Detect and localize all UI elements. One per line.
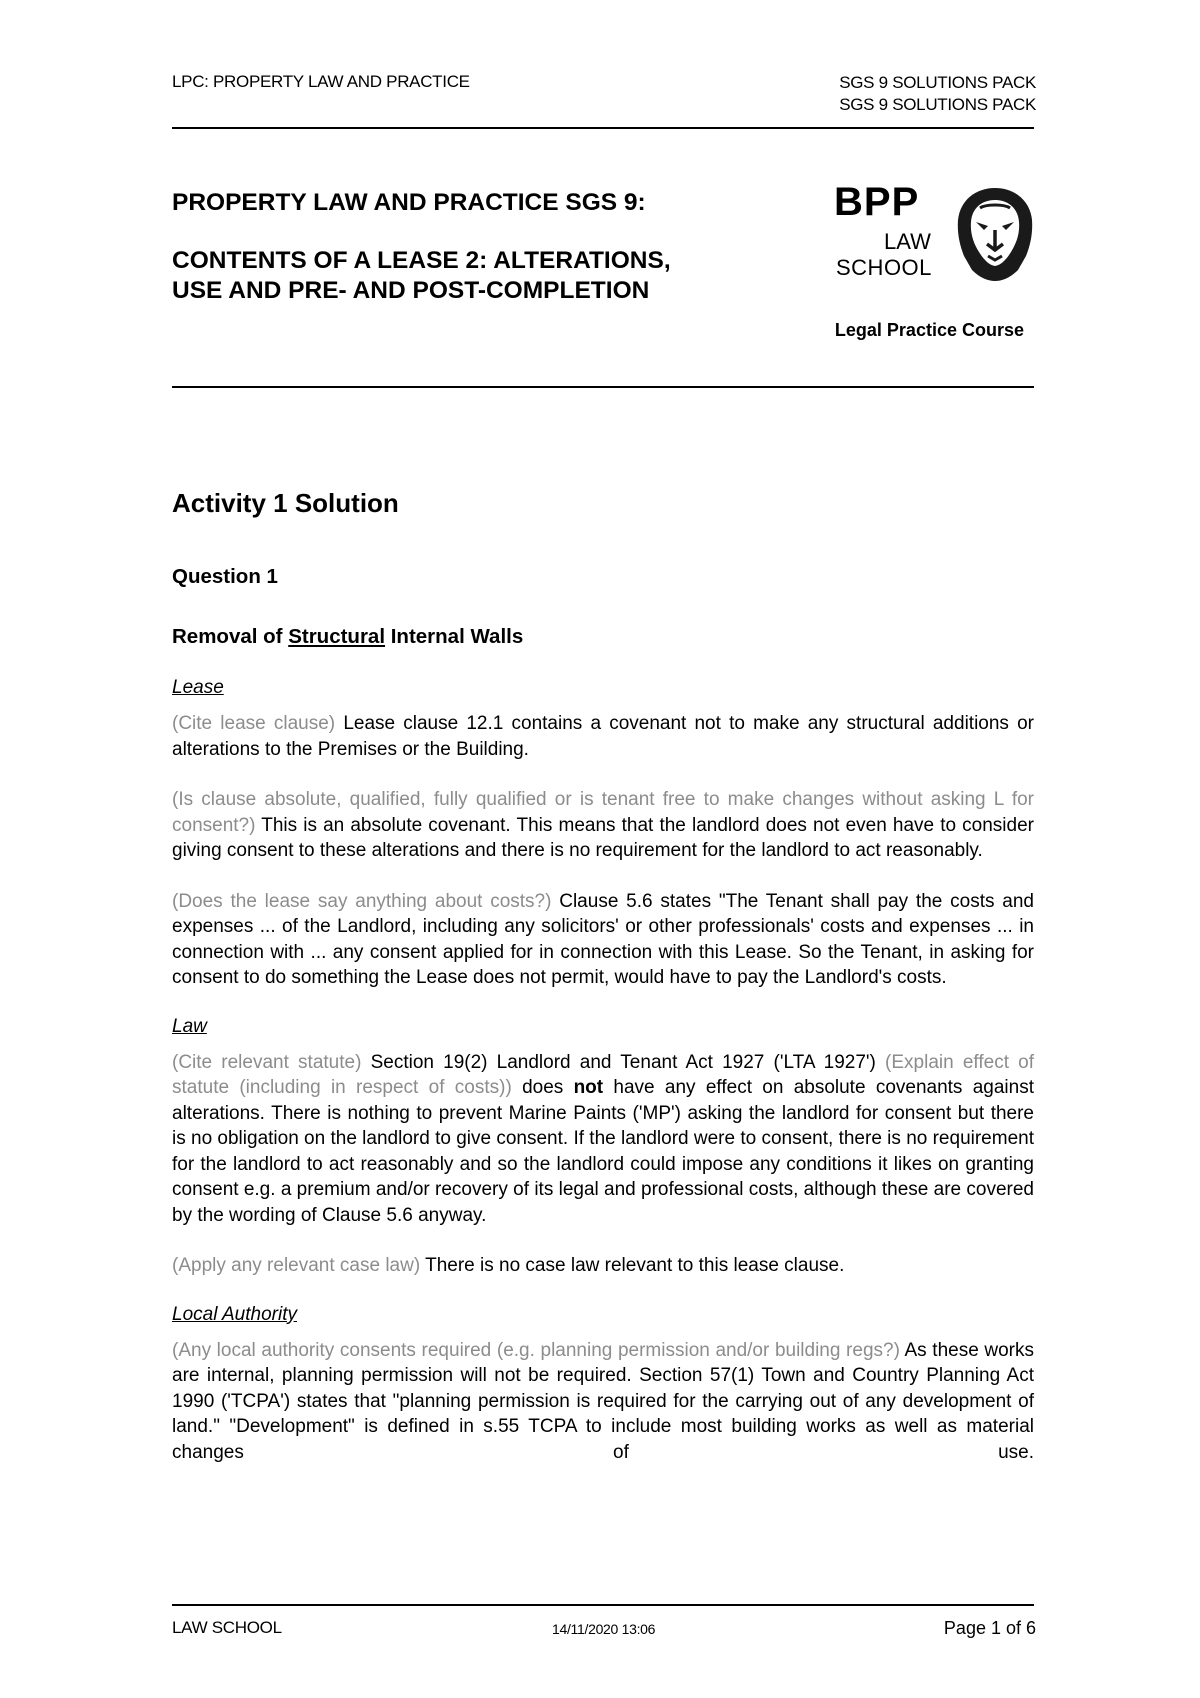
- logo-law-text: LAW: [884, 229, 931, 254]
- answer-text: Clause 5.6 states "The Tenant shall pay the costs and expenses ... of the Landlord, including any solicitors' or other professionals' costs and expenses ... in connection with ... any consent applied for in connection with this Lease. So the Tenant, in asking for consent to do something the Lease does not permit, would have to pay the Landlord's costs.: [172, 890, 1034, 988]
- footer-divider: [172, 1604, 1034, 1606]
- prompt-text: (Explain effect of statute (including in respect of costs)): [172, 1051, 1034, 1098]
- title-line-1: PROPERTY LAW AND PRACTICE SGS 9:: [172, 189, 646, 216]
- answer-text: Lease clause 12.1 contains a covenant not to make any structural additions or alterations to the Premises or the Building.: [172, 713, 1034, 760]
- local-authority-paragraph-1: [172, 1338, 1034, 1466]
- logo-course-label: Legal Practice Course: [834, 320, 1024, 340]
- activity-heading: Activity 1 Solution: [172, 488, 399, 518]
- question-heading: Question 1: [172, 565, 278, 588]
- answer-text: have any effect on absolute covenants against alterations. There is nothing to prevent Marine Paints ('MP') asking the landlord for consent but there is no obligation on the landlord to give consent. If the landlord were to consent, there is no requirement for the landlord to act reasonably and so the landlord could impose any conditions it likes on granting consent e.g. a premium and/or recovery of its legal and professional costs, although these are covered by the wording of Clause 5.6 anyway.: [172, 1077, 1034, 1226]
- header-pack-line-1: SGS 9 SOLUTIONS PACK: [839, 73, 1036, 92]
- title-line-2: CONTENTS OF A LEASE 2: ALTERATIONS,: [172, 247, 671, 274]
- lease-paragraph-3: [172, 889, 1034, 991]
- law-paragraph-1: [172, 1050, 1034, 1229]
- title-divider: [172, 386, 1034, 388]
- lion-head-icon: [954, 186, 1036, 282]
- answer-text: There is no case law relevant to this lease clause.: [420, 1255, 845, 1276]
- footer-school-name: LAW SCHOOL: [172, 1618, 282, 1637]
- section-heading-pre: Removal of: [172, 625, 289, 648]
- local-authority-subheading: Local Authority: [172, 1303, 297, 1325]
- logo-brand-text: BPP: [834, 180, 920, 224]
- emphasis-text: not: [573, 1077, 604, 1098]
- document-title: [172, 188, 792, 306]
- answer-text: This is an absolute covenant. This means that the landlord does not even have to consider giving consent to these alterations and there is no requirement for the landlord to act reasonably.: [172, 814, 1034, 861]
- lease-paragraph-2: [172, 787, 1034, 864]
- header-divider: [172, 127, 1034, 129]
- prompt-text: (Apply any relevant case law): [172, 1255, 421, 1276]
- law-subheading: Law: [172, 1015, 207, 1037]
- header-pack-title: [839, 72, 1036, 116]
- document-body: [172, 488, 1034, 1490]
- footer-page-number: Page 1 of 6: [943, 1618, 1036, 1638]
- section-heading-underlined: Structural: [288, 625, 386, 648]
- title-line-3: USE AND PRE- AND POST-COMPLETION: [172, 277, 650, 304]
- prompt-text: (Cite lease clause): [172, 713, 336, 734]
- bpp-law-school-logo: [834, 182, 1034, 292]
- prompt-text: (Any local authority consents required (e.g. planning permission and/or building regs?): [172, 1339, 900, 1361]
- prompt-text: (Is clause absolute, qualified, fully qualified or is tenant free to make changes without asking L for consent?): [172, 789, 1034, 836]
- footer-timestamp: 14/11/2020 13:06: [552, 1621, 656, 1637]
- answer-text: As these works are internal, planning permission will not be required. Section 57(1) Town and Country Planning Act 1990 ('TCPA') states that "planning permission is required for the carrying out of any development of land." "Development" is defined in s.55 TCPA to include most building works as well as material changes of use.: [172, 1339, 1034, 1463]
- law-paragraph-2: [172, 1253, 1034, 1279]
- logo-school-text: SCHOOL: [836, 255, 932, 280]
- lease-subheading: Lease: [172, 677, 224, 698]
- answer-text: does: [511, 1077, 574, 1098]
- section-heading-post: Internal Walls: [385, 625, 524, 648]
- header-course-title: LPC: PROPERTY LAW AND PRACTICE: [172, 72, 470, 91]
- lease-paragraph-1: [172, 711, 1034, 762]
- header-pack-line-2: SGS 9 SOLUTIONS PACK: [839, 95, 1036, 114]
- answer-text: Section 19(2) Landlord and Tenant Act 1927 ('LTA 1927'): [361, 1051, 886, 1073]
- prompt-text: (Cite relevant statute): [172, 1051, 362, 1073]
- section-heading: [172, 625, 1034, 649]
- prompt-text: (Does the lease say anything about costs?): [172, 890, 552, 912]
